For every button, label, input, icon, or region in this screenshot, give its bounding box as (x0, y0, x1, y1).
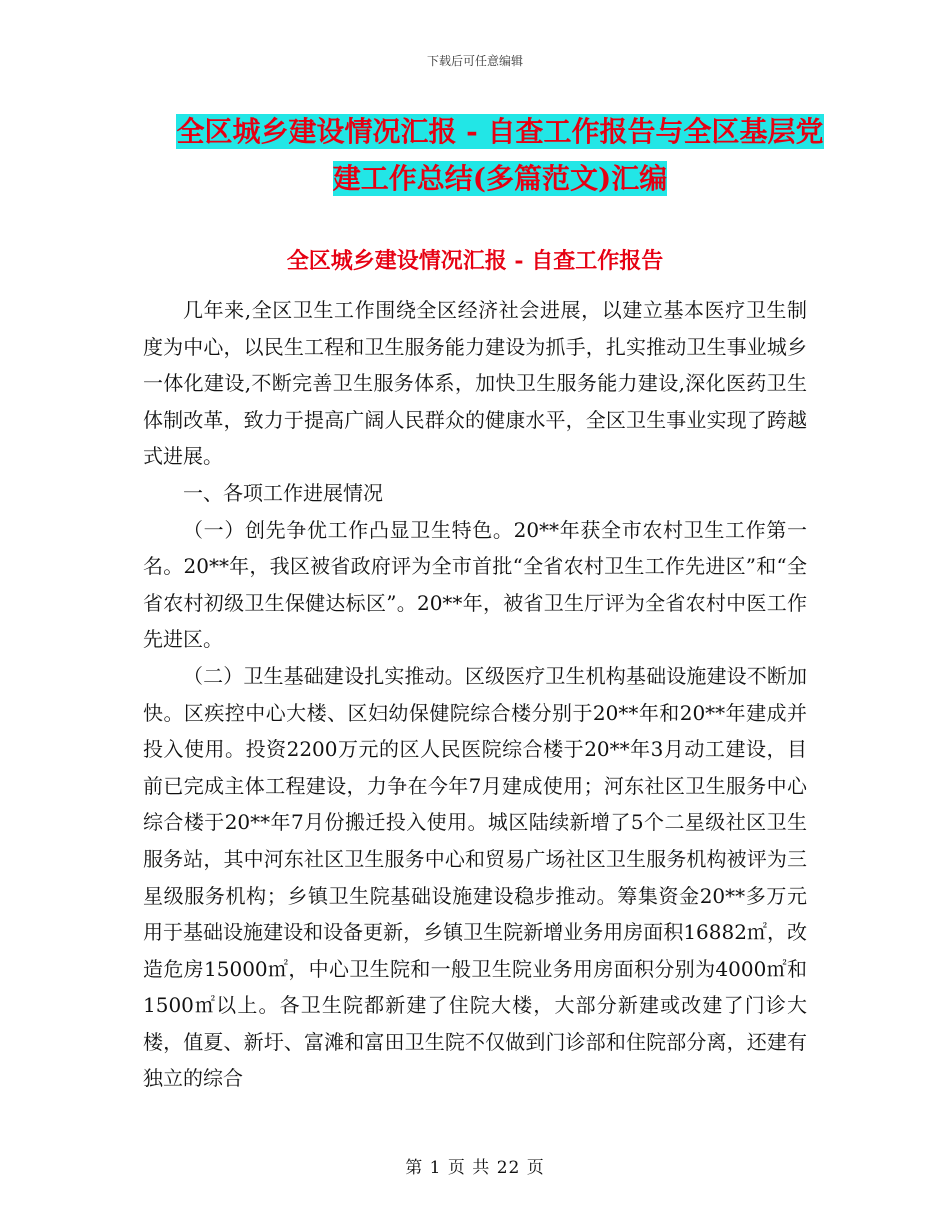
page-number: 第 1 页 共 22 页 (405, 1158, 545, 1178)
section-title: 全区城乡建设情况汇报 - 自查工作报告 (286, 248, 664, 274)
header-note: 下载后可任意编辑 (426, 54, 523, 68)
paragraph-heading-1: 一、各项工作进展情况 (183, 480, 383, 505)
paragraph-intro: 几年来,全区卫生工作围绕全区经济社会进展，以建立基本医疗卫生制度为中心，以民生工程和卫生服务能力建设为抓手，扎实推动卫生事业城乡一体化建设,不断完善卫生服务体系，加快卫生服务能力建设,深化医药卫生体制改革，致力于提高广阔人民群众的健康水平，全区卫生事业实现了跨越式进展。 (143, 298, 807, 469)
paragraph-item-2: （二）卫生基础建设扎实推动。区级医疗卫生机构基础设施建设不断加快。区疾控中心大楼、区妇幼保健院综合楼分别于20**年和20**年建成并投入使用。投资2200万元的区人民医院综合楼于20**年3月动工建设，目前已完成主体工程建设，力争在今年7月建成使用；河东社区卫生服务中心综合楼于20**年7月份搬迁投入使用。城区陆续新增了5个二星级社区卫生服务站，其中河东社区卫生服务中心和贸易广场社区卫生服务机构被评为三星级服务机构；乡镇卫生院基础设施建设稳步推动。筹集资金20**多万元用于基础设施建设和设备更新，乡镇卫生院新增业务用房面积16882㎡，改造危房15000㎡，中心卫生院和一般卫生院业务用房面积分别为4000㎡和1500㎡以上。各卫生院都新建了住院大楼，大部分新建或改建了门诊大楼，值夏、新圩、富滩和富田卫生院不仅做到门诊部和住院部分离，还建有独立的综合 (143, 663, 807, 1091)
body-text (143, 292, 807, 1097)
document-title-line-1: 全区城乡建设情况汇报 - 自查工作报告与全区基层党 (176, 115, 824, 148)
paragraph-item-1: （一）创先争优工作凸显卫生特色。20**年获全市农村卫生工作第一名。20**年，我区被省政府评为全市首批“全省农村卫生工作先进区”和“全省农村初级卫生保健达标区”。20**年，被省卫生厅评为全省农村中医工作先进区。 (143, 517, 807, 652)
document-title (150, 108, 850, 202)
document-title-line-2: 建工作总结(多篇范文)汇编 (332, 162, 668, 195)
